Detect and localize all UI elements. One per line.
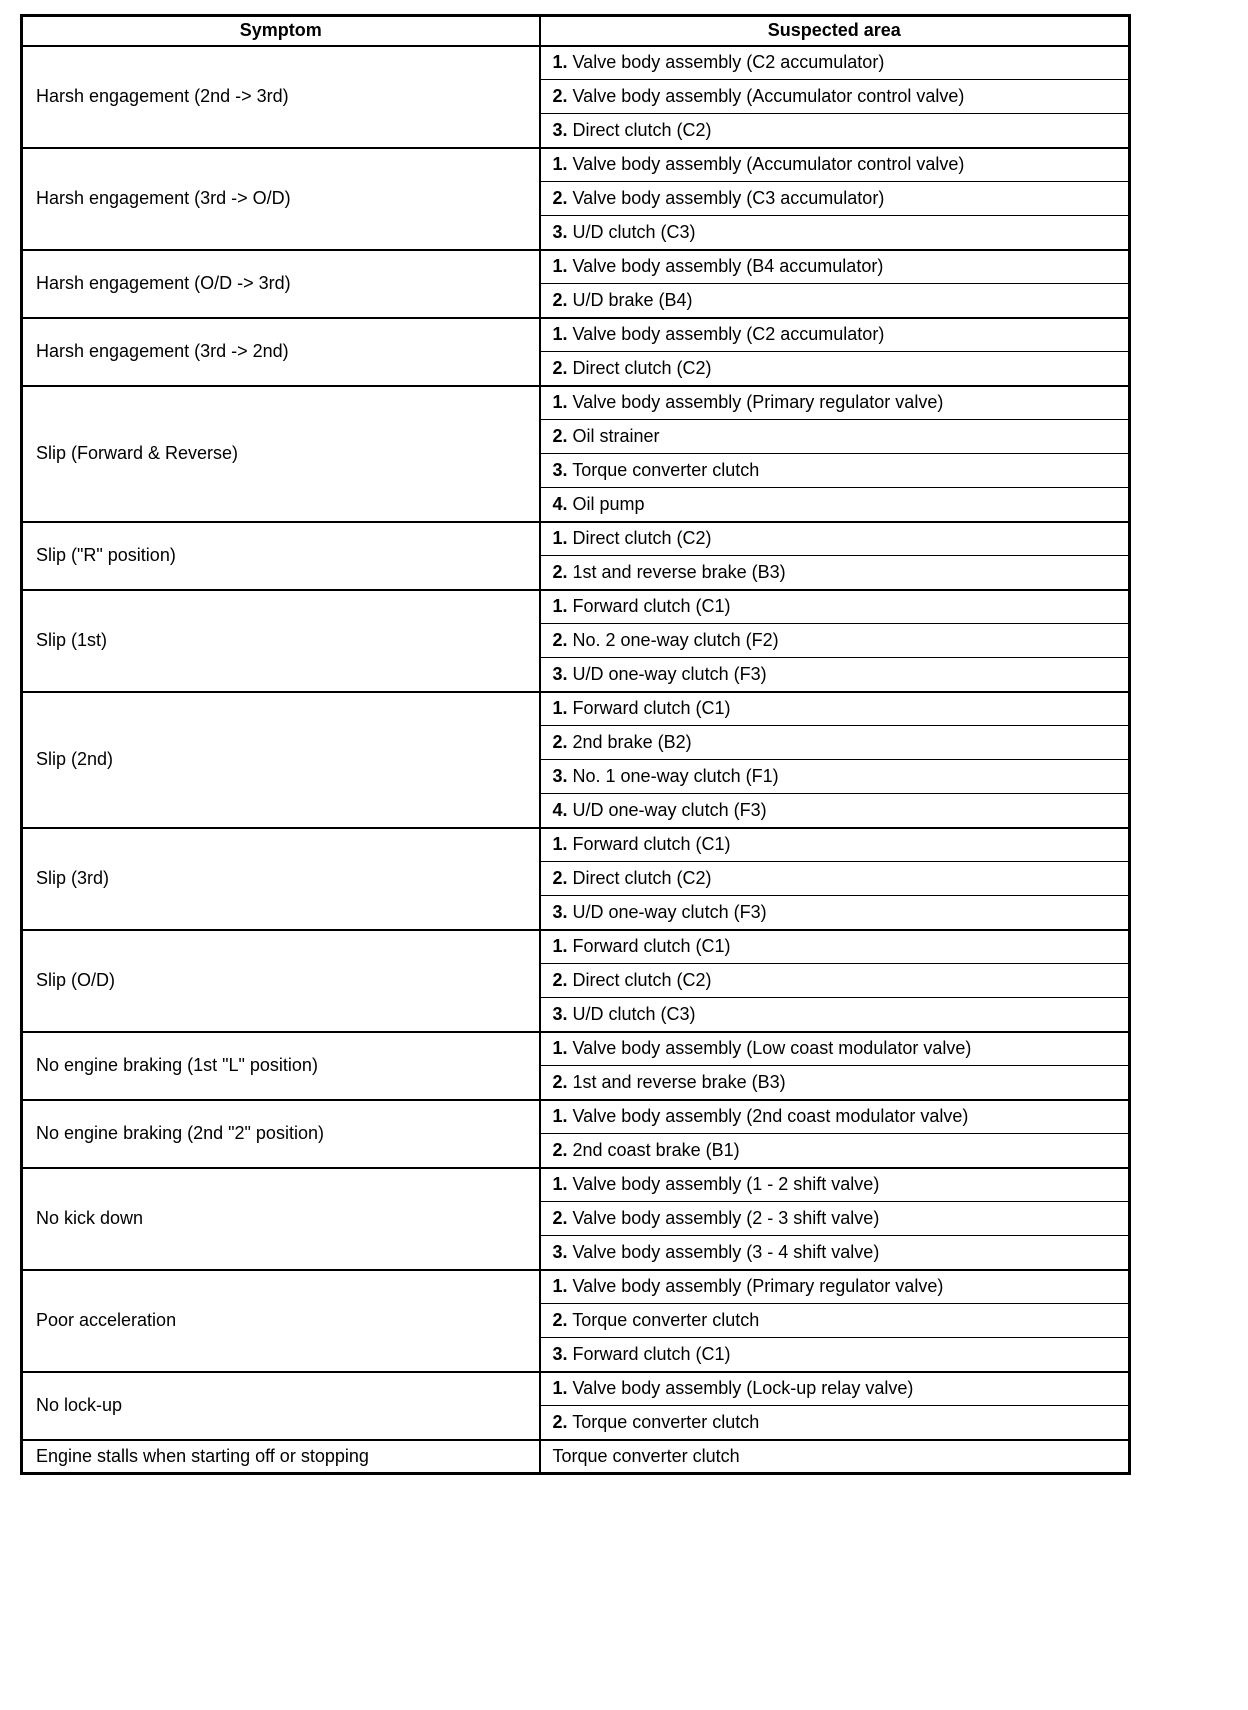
- symptom-cell: Harsh engagement (O/D -> 3rd): [22, 250, 540, 318]
- area-number: 1.: [552, 392, 568, 413]
- area-number: 3.: [552, 119, 568, 140]
- suspected-area-cell: 1. Valve body assembly (Accumulator control valve): [540, 148, 1130, 182]
- symptom-cell: No engine braking (1st "L" position): [22, 1032, 540, 1100]
- suspected-area-cell: 3. Forward clutch (C1): [540, 1338, 1130, 1372]
- area-number: 4.: [552, 493, 568, 514]
- area-number: 1.: [552, 154, 568, 175]
- area-number: 1.: [552, 834, 568, 855]
- suspected-area-cell: 1. Valve body assembly (1 - 2 shift valve): [540, 1168, 1130, 1202]
- suspected-area-cell: 2. 1st and reverse brake (B3): [540, 556, 1130, 590]
- area-number: 1.: [552, 596, 568, 617]
- table-row: [22, 692, 1130, 726]
- suspected-area-cell: 1. Valve body assembly (C2 accumulator): [540, 46, 1130, 80]
- area-number: 2.: [552, 357, 568, 378]
- symptom-column-header: Symptom: [22, 16, 540, 46]
- symptom-cell: Slip (2nd): [22, 692, 540, 828]
- suspected-area-cell: 2. Valve body assembly (C3 accumulator): [540, 182, 1130, 216]
- area-number: 3.: [552, 766, 568, 786]
- area-number: 2.: [552, 188, 568, 208]
- symptom-cell: Slip (Forward & Reverse): [22, 386, 540, 522]
- suspected-area-cell: 1. Forward clutch (C1): [540, 828, 1130, 862]
- suspected-area-cell: 2. No. 2 one-way clutch (F2): [540, 624, 1130, 658]
- area-number: 2.: [552, 86, 568, 106]
- area-number: 2.: [552, 426, 568, 446]
- suspected-area-cell: 2. Direct clutch (C2): [540, 352, 1130, 386]
- suspected-area-column-header: Suspected area: [540, 16, 1130, 46]
- table-row: [22, 930, 1130, 964]
- suspected-area-cell: 3. U/D clutch (C3): [540, 998, 1130, 1032]
- suspected-area-cell: 4. Oil pump: [540, 488, 1130, 522]
- header-row: [22, 16, 1130, 46]
- suspected-area-cell: Torque converter clutch: [540, 1440, 1130, 1474]
- area-number: 3.: [552, 460, 568, 480]
- suspected-area-cell: 2. 2nd coast brake (B1): [540, 1134, 1130, 1168]
- symptom-cell: Poor acceleration: [22, 1270, 540, 1372]
- suspected-area-cell: 1. Valve body assembly (C2 accumulator): [540, 318, 1130, 352]
- suspected-area-cell: 1. Forward clutch (C1): [540, 692, 1130, 726]
- table-row: [22, 46, 1130, 80]
- symptom-cell: Harsh engagement (2nd -> 3rd): [22, 46, 540, 148]
- table-row: [22, 250, 1130, 284]
- symptom-cell: Slip ("R" position): [22, 522, 540, 590]
- suspected-area-cell: 1. Valve body assembly (B4 accumulator): [540, 250, 1130, 284]
- area-number: 2.: [552, 1208, 568, 1228]
- table-row: [22, 828, 1130, 862]
- suspected-area-cell: 3. U/D clutch (C3): [540, 216, 1130, 250]
- symptom-cell: Slip (3rd): [22, 828, 540, 930]
- area-number: 2.: [552, 1310, 568, 1330]
- suspected-area-cell: 3. Direct clutch (C2): [540, 114, 1130, 148]
- symptom-table: [20, 14, 1131, 1475]
- table-row: [22, 318, 1130, 352]
- area-number: 2.: [552, 289, 568, 310]
- area-number: 1.: [552, 52, 568, 73]
- suspected-area-cell: 3. U/D one-way clutch (F3): [540, 896, 1130, 930]
- area-number: 2.: [552, 970, 568, 990]
- suspected-area-cell: 2. Torque converter clutch: [540, 1406, 1130, 1440]
- suspected-area-cell: 2. 1st and reverse brake (B3): [540, 1066, 1130, 1100]
- area-number: 1.: [552, 1106, 568, 1127]
- suspected-area-cell: 3. Torque converter clutch: [540, 454, 1130, 488]
- symptom-cell: Harsh engagement (3rd -> O/D): [22, 148, 540, 250]
- area-number: 1.: [552, 1038, 568, 1059]
- table-body: [22, 46, 1130, 1474]
- area-number: 1.: [552, 1378, 568, 1399]
- area-number: 2.: [552, 1139, 568, 1160]
- table-row: [22, 1168, 1130, 1202]
- symptom-cell: Slip (1st): [22, 590, 540, 692]
- suspected-area-cell: 1. Valve body assembly (Low coast modulator valve): [540, 1032, 1130, 1066]
- area-number: 2.: [552, 561, 568, 582]
- suspected-area-cell: 2. Valve body assembly (Accumulator control valve): [540, 80, 1130, 114]
- area-number: 1.: [552, 324, 568, 345]
- suspected-area-cell: 1. Valve body assembly (Lock-up relay valve): [540, 1372, 1130, 1406]
- suspected-area-cell: 2. Torque converter clutch: [540, 1304, 1130, 1338]
- area-number: 3.: [552, 663, 568, 684]
- suspected-area-cell: 3. U/D one-way clutch (F3): [540, 658, 1130, 692]
- symptom-cell: No engine braking (2nd "2" position): [22, 1100, 540, 1168]
- suspected-area-cell: 3. Valve body assembly (3 - 4 shift valve): [540, 1236, 1130, 1270]
- table-row: [22, 1372, 1130, 1406]
- suspected-area-cell: 1. Forward clutch (C1): [540, 590, 1130, 624]
- area-number: 2.: [552, 732, 568, 752]
- area-number: 1.: [552, 1174, 568, 1195]
- table-row: [22, 590, 1130, 624]
- area-number: 2.: [552, 868, 568, 888]
- suspected-area-cell: 1. Direct clutch (C2): [540, 522, 1130, 556]
- area-number: 2.: [552, 630, 568, 650]
- symptom-cell: No kick down: [22, 1168, 540, 1270]
- area-number: 1.: [552, 1276, 568, 1297]
- suspected-area-cell: 1. Valve body assembly (2nd coast modulator valve): [540, 1100, 1130, 1134]
- area-number: 3.: [552, 1003, 568, 1024]
- symptom-cell: Engine stalls when starting off or stopping: [22, 1440, 540, 1474]
- area-number: 3.: [552, 901, 568, 922]
- table-row: [22, 386, 1130, 420]
- area-number: 1.: [552, 698, 568, 719]
- symptom-cell: No lock-up: [22, 1372, 540, 1440]
- suspected-area-cell: 4. U/D one-way clutch (F3): [540, 794, 1130, 828]
- symptom-cell: Slip (O/D): [22, 930, 540, 1032]
- suspected-area-cell: 2. 2nd brake (B2): [540, 726, 1130, 760]
- suspected-area-cell: 2. Valve body assembly (2 - 3 shift valve): [540, 1202, 1130, 1236]
- suspected-area-cell: 2. Direct clutch (C2): [540, 862, 1130, 896]
- suspected-area-cell: 2. Oil strainer: [540, 420, 1130, 454]
- area-number: 3.: [552, 1343, 568, 1364]
- table-row: [22, 522, 1130, 556]
- table-row: [22, 1440, 1130, 1474]
- area-number: 4.: [552, 799, 568, 820]
- table-row: [22, 148, 1130, 182]
- area-number: 2.: [552, 1071, 568, 1092]
- suspected-area-cell: 2. U/D brake (B4): [540, 284, 1130, 318]
- table-row: [22, 1032, 1130, 1066]
- symptom-cell: Harsh engagement (3rd -> 2nd): [22, 318, 540, 386]
- suspected-area-cell: 1. Valve body assembly (Primary regulator valve): [540, 386, 1130, 420]
- suspected-area-cell: 2. Direct clutch (C2): [540, 964, 1130, 998]
- table-row: [22, 1270, 1130, 1304]
- table-row: [22, 1100, 1130, 1134]
- area-number: 1.: [552, 936, 568, 957]
- suspected-area-cell: 1. Forward clutch (C1): [540, 930, 1130, 964]
- suspected-area-cell: 3. No. 1 one-way clutch (F1): [540, 760, 1130, 794]
- area-number: 3.: [552, 221, 568, 242]
- area-number: 1.: [552, 256, 568, 277]
- area-number: 3.: [552, 1241, 568, 1262]
- suspected-area-cell: 1. Valve body assembly (Primary regulator valve): [540, 1270, 1130, 1304]
- area-number: 2.: [552, 1411, 568, 1432]
- area-number: 1.: [552, 528, 568, 549]
